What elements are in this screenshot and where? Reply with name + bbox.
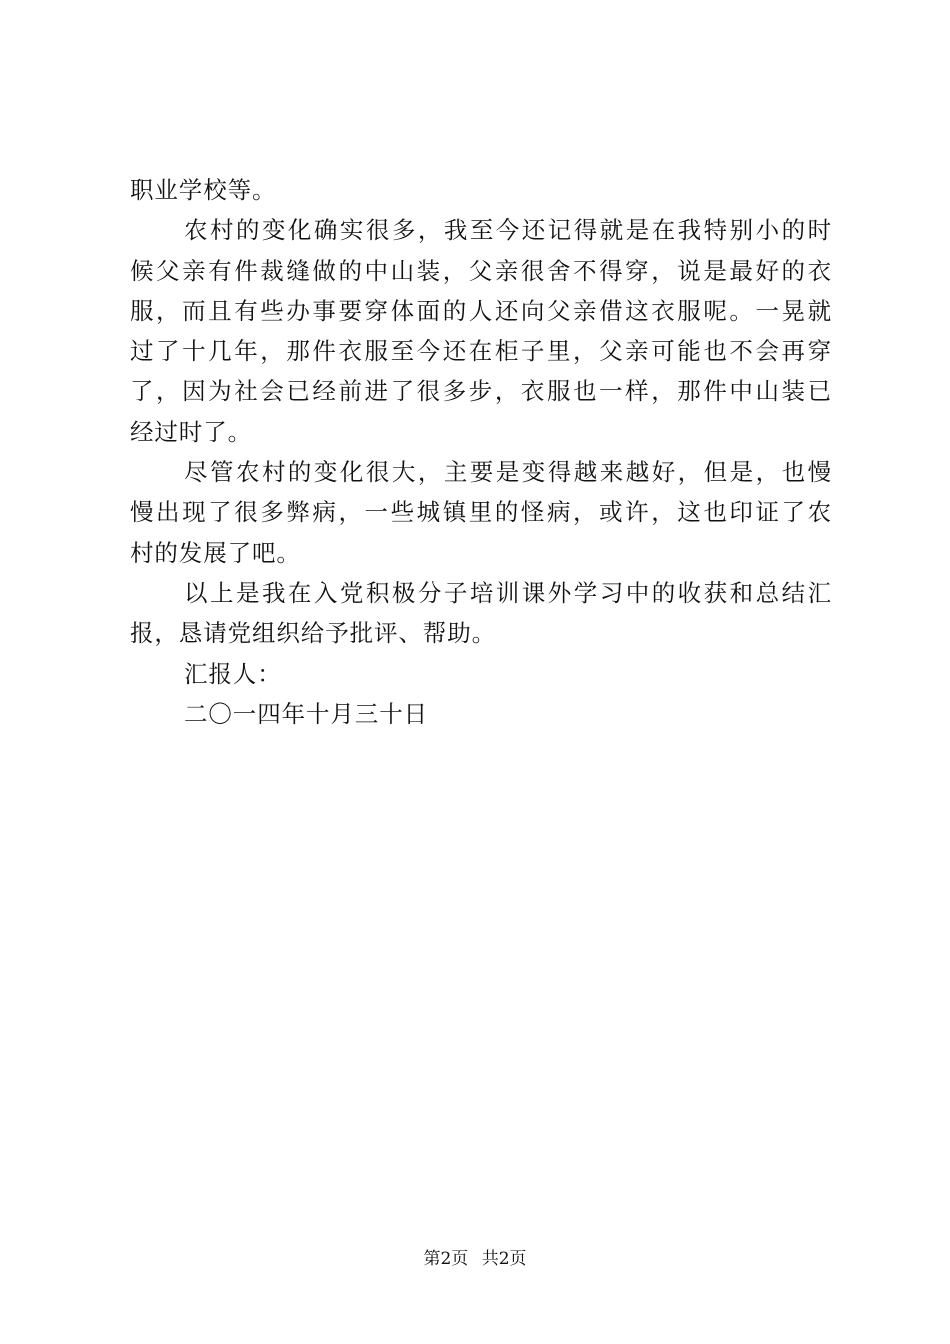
paragraph-line: 候父亲有件裁缝做的中山装，父亲很舍不得穿，说是最好的衣 — [130, 256, 832, 285]
paragraph-line: 了，因为社会已经前进了很多步，衣服也一样，那件中山装已 — [130, 377, 832, 406]
paragraph-line: 村的发展了吧。 — [130, 538, 301, 567]
paragraph-line: 农村的变化确实很多，我至今还记得就是在我特别小的时 — [184, 216, 832, 245]
report-date: 二〇一四年十月三十日 — [184, 699, 428, 728]
paragraph-line: 过了十几年，那件衣服至今还在柜子里，父亲可能也不会再穿 — [130, 337, 832, 366]
page-number: 第2页 — [423, 1249, 469, 1269]
paragraph-line: 以上是我在入党积极分子培训课外学习中的收获和总结汇 — [184, 578, 832, 607]
paragraph-line: 职业学校等。 — [130, 176, 277, 204]
paragraph-line: 服，而且有些办事要穿体面的人还向父亲借这衣服呢。一晃就 — [130, 296, 832, 325]
reporter-label: 汇报人： — [184, 659, 282, 688]
page-footer — [0, 1244, 950, 1269]
paragraph-line: 经过时了。 — [130, 417, 252, 446]
document-body — [130, 170, 832, 734]
paragraph-line: 慢出现了很多弊病，一些城镇里的怪病，或许，这也印证了农 — [130, 498, 832, 527]
page-total: 共2页 — [481, 1249, 527, 1269]
paragraph-line: 尽管农村的变化很大，主要是变得越来越好，但是，也慢 — [184, 458, 832, 487]
paragraph-line: 报，恳请党组织给予批评、帮助。 — [130, 619, 496, 648]
